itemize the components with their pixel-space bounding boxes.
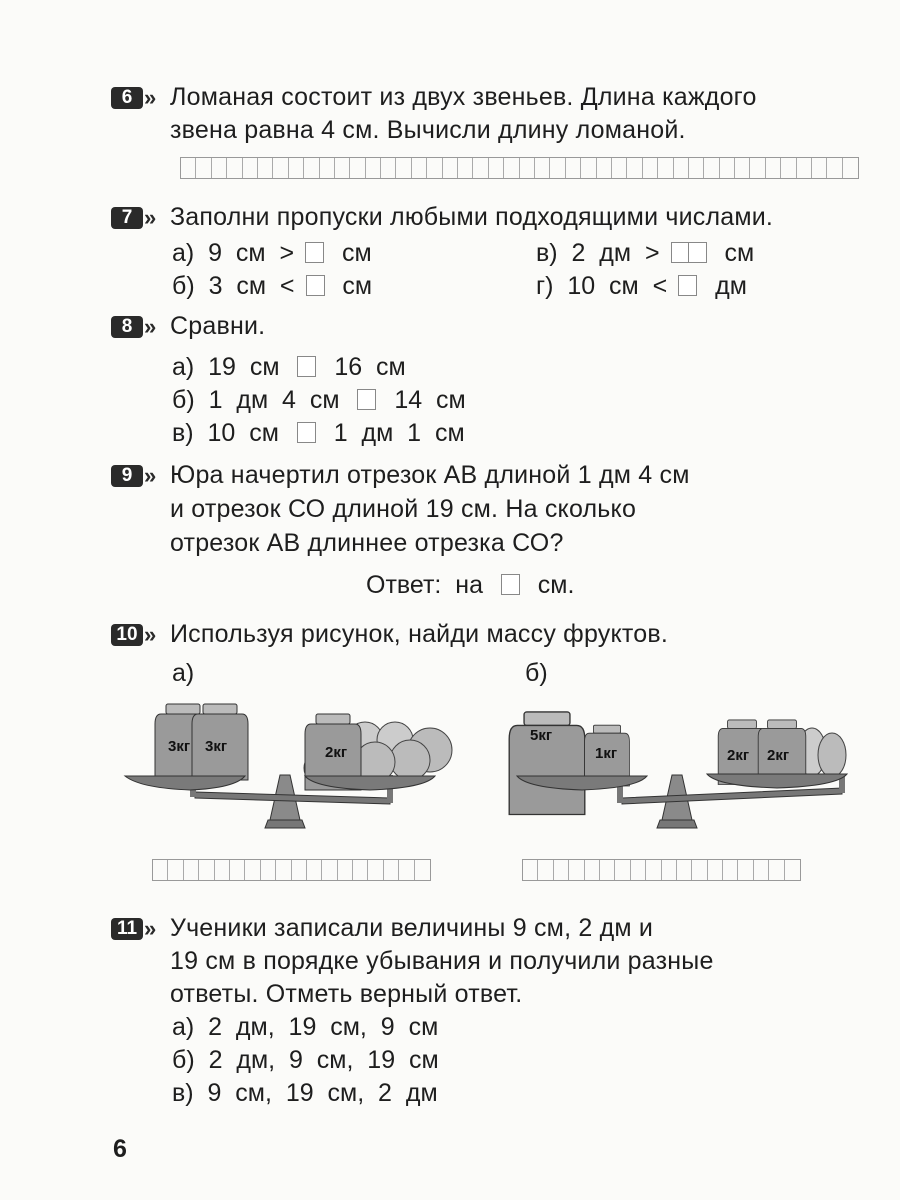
grid-cell[interactable] — [781, 158, 796, 178]
grid-cell[interactable] — [381, 158, 396, 178]
grid-cell[interactable] — [153, 860, 168, 880]
grid-cell[interactable] — [415, 860, 430, 880]
grid-cell[interactable] — [350, 158, 365, 178]
task-11-line-3: ответы. Отметь верный ответ. — [170, 980, 523, 1008]
grid-cell[interactable] — [273, 158, 288, 178]
grid-cell[interactable] — [581, 158, 596, 178]
chevron-icon: » — [144, 463, 157, 488]
weight-label: 1кг — [595, 745, 618, 762]
grid-cell[interactable] — [399, 860, 414, 880]
grid-cell[interactable] — [689, 158, 704, 178]
task-8-item-b: б) 1 дм 4 см 14 см — [172, 386, 466, 414]
task-7-item-g: г) 10 см < дм — [536, 272, 747, 300]
grid-cell[interactable] — [473, 158, 488, 178]
grid-cell[interactable] — [199, 860, 214, 880]
grid-cell[interactable] — [289, 158, 304, 178]
task-11-badge — [111, 917, 156, 941]
task-number: 6 — [111, 87, 143, 109]
grid-cell[interactable] — [320, 158, 335, 178]
task-number: 8 — [111, 316, 143, 338]
task-10b-answer-grid[interactable] — [522, 859, 801, 881]
grid-cell[interactable] — [276, 860, 291, 880]
grid-cell[interactable] — [230, 860, 245, 880]
grid-cell[interactable] — [704, 158, 719, 178]
scale-a — [125, 704, 452, 828]
grid-cell[interactable] — [658, 158, 673, 178]
task-7-title: Заполни пропуски любыми подходящими числами. — [170, 203, 774, 231]
grid-cell[interactable] — [843, 158, 858, 178]
chevron-icon: » — [144, 85, 157, 110]
task-number: 11 — [111, 918, 143, 940]
task-10-label-a: а) — [172, 659, 195, 687]
answer-box[interactable] — [678, 275, 697, 296]
chevron-icon: » — [144, 622, 157, 647]
grid-cell[interactable] — [566, 158, 581, 178]
grid-cell[interactable] — [738, 860, 753, 880]
grid-cell[interactable] — [196, 158, 211, 178]
grid-cell[interactable] — [353, 860, 368, 880]
grid-cell[interactable] — [600, 860, 615, 880]
task-6-line-2: звена равна 4 см. Вычисли длину ломаной. — [170, 116, 686, 144]
task-number: 7 — [111, 207, 143, 229]
task-9-line-1: Юра начертил отрезок АВ длиной 1 дм 4 см — [170, 461, 690, 489]
grid-cell[interactable] — [677, 860, 692, 880]
answer-box[interactable] — [306, 275, 325, 296]
grid-cell[interactable] — [307, 860, 322, 880]
page-number: 6 — [113, 1135, 127, 1163]
grid-cell[interactable] — [338, 860, 353, 880]
compare-box[interactable] — [357, 389, 376, 410]
grid-cell[interactable] — [643, 158, 658, 178]
grid-cell[interactable] — [243, 158, 258, 178]
grid-cell[interactable] — [227, 158, 242, 178]
weight-label: 5кг — [530, 727, 553, 744]
grid-cell[interactable] — [184, 860, 199, 880]
grid-cell[interactable] — [322, 860, 337, 880]
grid-cell[interactable] — [538, 860, 553, 880]
grid-cell[interactable] — [692, 860, 707, 880]
chevron-icon: » — [144, 916, 157, 941]
grid-cell[interactable] — [750, 158, 765, 178]
task-10-badge — [111, 623, 156, 647]
grid-cell[interactable] — [396, 158, 411, 178]
grid-cell[interactable] — [597, 158, 612, 178]
task-11-option-a[interactable]: а) 2 дм, 19 см, 9 см — [172, 1013, 439, 1041]
grid-cell[interactable] — [812, 158, 827, 178]
task-8-title: Сравни. — [170, 312, 266, 340]
weight-label: 2кг — [767, 747, 790, 764]
grid-cell[interactable] — [523, 860, 538, 880]
grid-cell[interactable] — [458, 158, 473, 178]
grid-cell[interactable] — [368, 860, 383, 880]
task-7-item-v: в) 2 дм > см — [536, 239, 755, 267]
grid-cell[interactable] — [615, 860, 630, 880]
task-7-item-b: б) 3 см < см — [172, 272, 373, 300]
task-10-title: Используя рисунок, найди массу фруктов. — [170, 620, 668, 648]
grid-cell[interactable] — [181, 158, 196, 178]
grid-cell[interactable] — [535, 158, 550, 178]
grid-cell[interactable] — [489, 158, 504, 178]
grid-cell[interactable] — [366, 158, 381, 178]
grid-cell[interactable] — [258, 158, 273, 178]
grid-cell[interactable] — [554, 860, 569, 880]
task-11-line-1: Ученики записали величины 9 см, 2 дм и — [170, 914, 654, 942]
task-7-item-a: а) 9 см > см — [172, 239, 372, 267]
task-8-item-a: а) 19 см 16 см — [172, 353, 406, 381]
task-9-line-2: и отрезок СО длиной 19 см. На сколько — [170, 495, 637, 523]
grid-cell[interactable] — [720, 158, 735, 178]
task-6-badge — [111, 86, 156, 110]
task-6-line-1: Ломаная состоит из двух звеньев. Длина каждого — [170, 83, 757, 111]
grid-cell[interactable] — [168, 860, 183, 880]
grid-cell[interactable] — [245, 860, 260, 880]
grid-cell[interactable] — [708, 860, 723, 880]
task-6-answer-grid[interactable] — [180, 157, 859, 179]
answer-box[interactable] — [671, 242, 707, 263]
weight-label: 3кг — [168, 738, 191, 755]
grid-cell[interactable] — [443, 158, 458, 178]
grid-cell[interactable] — [612, 158, 627, 178]
task-7-badge — [111, 206, 156, 230]
grid-cell[interactable] — [427, 158, 442, 178]
grid-cell[interactable] — [504, 158, 519, 178]
grid-cell[interactable] — [335, 158, 350, 178]
task-10-label-b: б) — [525, 659, 548, 687]
grid-cell[interactable] — [585, 860, 600, 880]
grid-cell[interactable] — [735, 158, 750, 178]
grid-cell[interactable] — [662, 860, 677, 880]
task-number: 9 — [111, 465, 143, 487]
compare-box[interactable] — [297, 356, 316, 377]
task-11-option-v[interactable]: в) 9 см, 19 см, 2 дм — [172, 1079, 438, 1107]
grid-cell[interactable] — [797, 158, 812, 178]
grid-cell[interactable] — [412, 158, 427, 178]
grid-cell[interactable] — [212, 158, 227, 178]
answer-box[interactable] — [305, 242, 324, 263]
grid-cell[interactable] — [827, 158, 842, 178]
scale-b — [509, 712, 847, 828]
task-9-line-3: отрезок АВ длиннее отрезка СО? — [170, 529, 564, 557]
grid-cell[interactable] — [785, 860, 800, 880]
grid-cell[interactable] — [674, 158, 689, 178]
grid-cell[interactable] — [304, 158, 319, 178]
balance-scales-illustration — [120, 680, 860, 840]
task-number: 10 — [111, 624, 143, 646]
task-11-option-b[interactable]: б) 2 дм, 9 см, 19 см — [172, 1046, 439, 1074]
grid-cell[interactable] — [646, 860, 661, 880]
grid-cell[interactable] — [215, 860, 230, 880]
answer-box[interactable] — [501, 574, 520, 595]
task-9-badge — [111, 464, 156, 488]
grid-cell[interactable] — [723, 860, 738, 880]
grid-cell[interactable] — [261, 860, 276, 880]
grid-cell[interactable] — [766, 158, 781, 178]
weight-label: 2кг — [727, 747, 750, 764]
task-10a-answer-grid[interactable] — [152, 859, 431, 881]
grid-cell[interactable] — [384, 860, 399, 880]
compare-box[interactable] — [297, 422, 316, 443]
grid-cell[interactable] — [754, 860, 769, 880]
chevron-icon: » — [144, 205, 157, 230]
weight-label: 3кг — [205, 738, 228, 755]
grid-cell[interactable] — [569, 860, 584, 880]
grid-cell[interactable] — [631, 860, 646, 880]
grid-cell[interactable] — [550, 158, 565, 178]
task-11-line-2: 19 см в порядке убывания и получили разные — [170, 947, 714, 975]
chevron-icon: » — [144, 314, 157, 339]
task-8-badge — [111, 315, 156, 339]
grid-cell[interactable] — [627, 158, 642, 178]
task-8-item-v: в) 10 см 1 дм 1 см — [172, 419, 465, 447]
grid-cell[interactable] — [292, 860, 307, 880]
task-9-answer: Ответ: на см. — [366, 571, 575, 599]
grid-cell[interactable] — [769, 860, 784, 880]
weight-label: 2кг — [325, 744, 348, 761]
grid-cell[interactable] — [520, 158, 535, 178]
